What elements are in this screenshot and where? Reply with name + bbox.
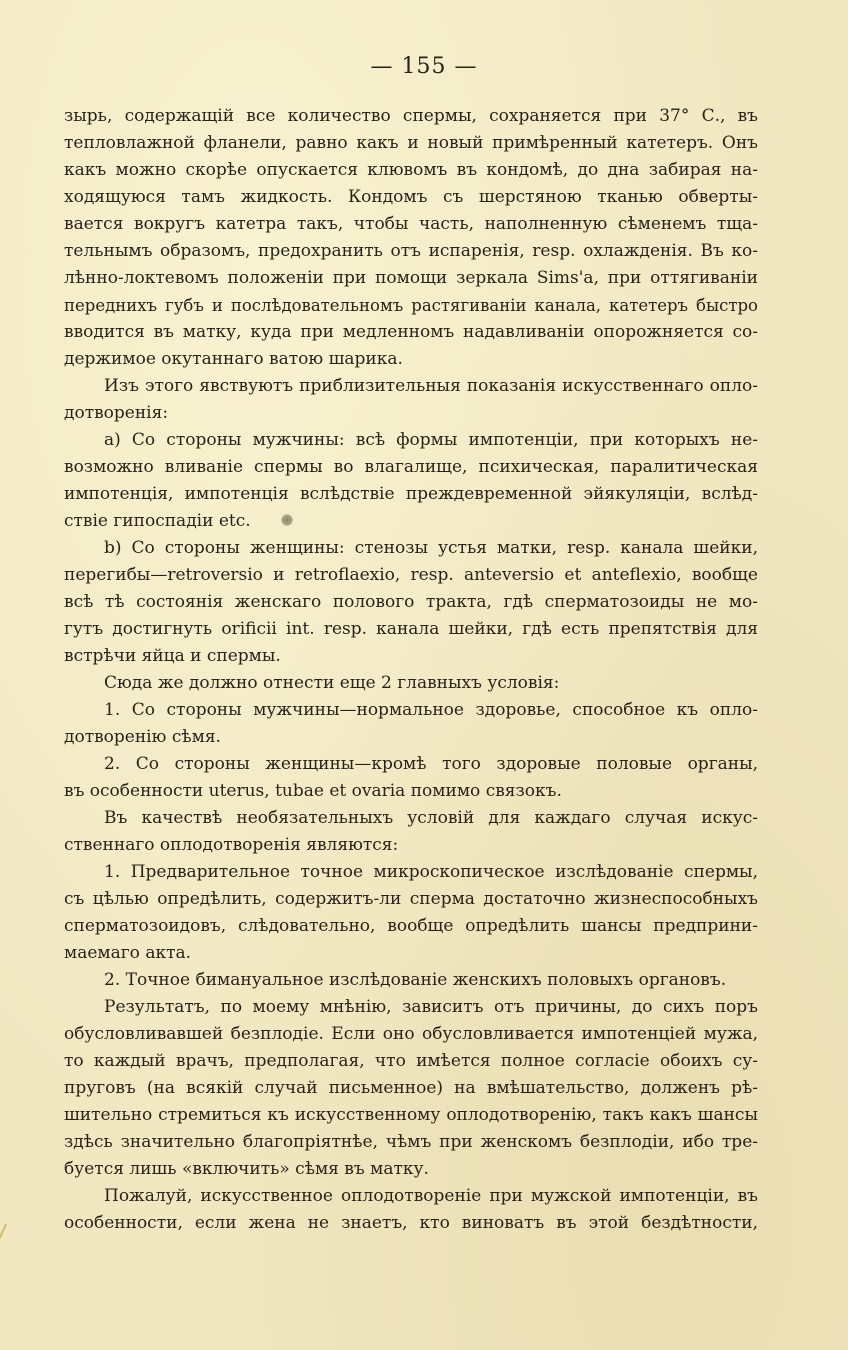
text-line: съ цѣлью опредѣлить, содержитъ-ли сперма достаточно жизнеспособныхъ <box>64 889 758 909</box>
text-line: 1. Со стороны мужчины—нормальное здоровье, способное къ опло- <box>104 700 758 720</box>
text-line: b) Со стороны женщины: стенозы устья матки, resp. канала шейки, <box>104 538 758 558</box>
text-line: 2. Точное бимануальное изслѣдованіе женскихъ половыхъ органовъ. <box>104 970 727 990</box>
text-line: импотенція, импотенція вслѣдствіе преждевременной эйякуляціи, вслѣд- <box>64 484 758 504</box>
text-line: ходящуюся тамъ жидкость. Кондомъ съ шерстяною тканью обверты- <box>64 187 758 207</box>
margin-mark <box>0 1224 14 1248</box>
text-line: переднихъ губъ и послѣдовательномъ растягиваніи канала, катетеръ быстро <box>64 296 758 315</box>
text-line: вается вокругъ катетра такъ, чтобы часть, наполненную сѣменемъ тща- <box>64 214 758 234</box>
body-text <box>64 103 758 1237</box>
text-line: шительно стремиться къ искусственному оплодотворенію, такъ какъ шансы <box>64 1105 758 1125</box>
text-line: лѣнно-локтевомъ положеніи при помощи зеркала Sims'a, при оттягиваніи <box>64 268 758 288</box>
text-line: маемаго акта. <box>64 943 192 963</box>
text-line: 2. Со стороны женщины—кромѣ того здоровые половые органы, <box>104 754 758 774</box>
text-line: всѣ тѣ состоянія женскаго полового тракта, гдѣ сперматозоиды не мо- <box>64 592 758 612</box>
text-line: тельнымъ образомъ, предохранить отъ испаренія, resp. охлажденія. Въ ко- <box>64 241 758 261</box>
text-line: дотворенія: <box>64 403 169 423</box>
text-line: перегибы—retroversio и retroflaexio, resp. anteversio et anteflexio, вообще <box>64 565 758 585</box>
text-line: гутъ достигнуть orificii int. resp. канала шейки, гдѣ есть препятствія для <box>64 619 758 639</box>
text-line: ственнаго оплодотворенія являются: <box>64 835 399 855</box>
text-line: сперматозоидовъ, слѣдовательно, вообще опредѣлить шансы предприни- <box>64 916 758 936</box>
text-line: встрѣчи яйца и спермы. <box>64 646 281 666</box>
text-line: вводится въ матку, куда при медленномъ надавливаніи опорожняется со- <box>64 322 758 342</box>
text-line: a) Со стороны мужчины: всѣ формы импотенціи, при которыхъ не- <box>104 430 758 450</box>
page-number: — 155 — <box>370 54 478 79</box>
text-line: здѣсь значительно благопріятнѣе, чѣмъ при женскомъ безплодіи, ибо тре- <box>64 1132 758 1152</box>
text-line: Результатъ, по моему мнѣнію, зависитъ отъ причины, до сихъ поръ <box>104 997 758 1017</box>
text-line: пруговъ (на всякій случай письменное) на вмѣшательство, долженъ рѣ- <box>64 1078 758 1098</box>
text-line: ствіе гипоспадіи etc. <box>64 511 251 531</box>
text-line: Сюда же должно отнести еще 2 главныхъ условія: <box>104 673 560 693</box>
text-line: возможно вливаніе спермы во влагалище, психическая, паралитическая <box>64 457 758 477</box>
text-line: тепловлажной фланели, равно какъ и новый примѣренный катетеръ. Онъ <box>64 133 758 153</box>
text-line: буется лишь «включить» сѣмя въ матку. <box>64 1159 429 1179</box>
text-line: Въ качествѣ необязательныхъ условій для каждаго случая искус- <box>104 808 758 828</box>
text-line: Изъ этого явствуютъ приблизительныя показанія искусственнаго опло- <box>104 376 758 396</box>
text-line: то каждый врачъ, предполагая, что имѣется полное согласіе обоихъ су- <box>64 1051 758 1071</box>
text-line: въ особенности uterus, tubae et ovaria помимо связокъ. <box>64 781 562 801</box>
text-line: держимое окутаннаго ватою шарика. <box>64 349 403 369</box>
text-line: 1. Предварительное точное микроскопическое изслѣдованіе спермы, <box>104 862 758 882</box>
text-line: особенности, если жена не знаетъ, кто виноватъ въ этой бездѣтности, <box>64 1213 758 1233</box>
text-line: Пожалуй, искусственное оплодотвореніе при мужской импотенціи, въ <box>104 1186 758 1206</box>
text-line: дотворенію сѣмя. <box>64 727 221 747</box>
ink-blot <box>281 514 293 526</box>
text-line: какъ можно скорѣе опускается клювомъ въ кондомѣ, до дна забирая на- <box>64 160 758 180</box>
text-line: обусловливавшей безплодіе. Если оно обусловливается импотенціей мужа, <box>64 1024 758 1044</box>
text-line: зырь, содержащій все количество спермы, сохраняется при 37° С., въ <box>64 106 758 126</box>
